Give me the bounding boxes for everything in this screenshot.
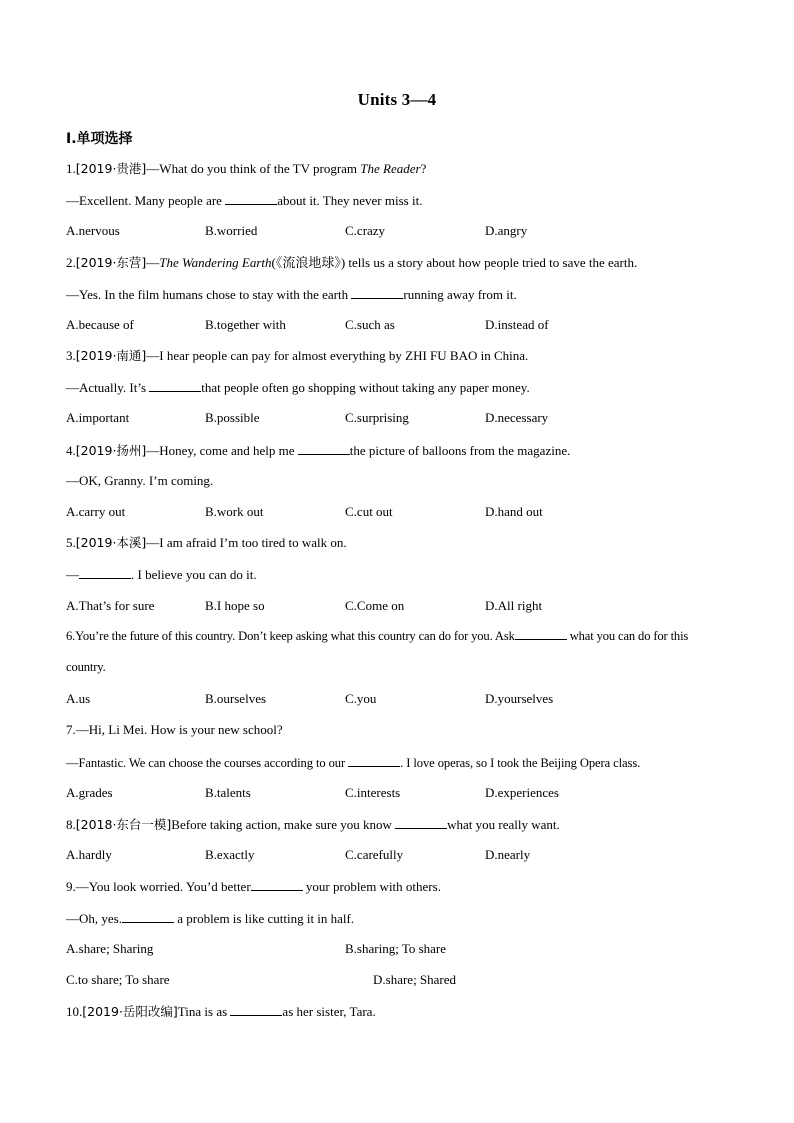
question-4-stem: 4.[2019·扬州]—Honey, come and help me the picture of balloons from the magazine. [66, 443, 571, 458]
answer-blank[interactable] [149, 379, 201, 392]
question-10-stem: 10.[2019·岳阳改编]Tina is as as her sister, Tara. [66, 1004, 376, 1019]
source-tag: [2018·东台一模] [75, 817, 172, 832]
question-5-answer-line: — . I believe you can do it. [66, 567, 257, 582]
option-d[interactable]: D.hand out [485, 504, 543, 519]
answer-blank[interactable] [251, 878, 303, 891]
option-a[interactable]: A.because of [66, 317, 134, 332]
option-a[interactable]: A.grades [66, 785, 113, 800]
option-b[interactable]: B.talents [205, 785, 251, 800]
option-b[interactable]: B.sharing; To share [345, 941, 447, 956]
answer-blank[interactable] [230, 1003, 282, 1016]
question-8-stem: 8.[2018·东台一模]Before taking action, make sure you know what you really want. [66, 817, 560, 832]
answer-blank[interactable] [225, 192, 277, 205]
option-c[interactable]: C.interests [345, 785, 401, 800]
question-3-stem: 3.[2019·南通]—I hear people can pay for almost everything by ZHI FU BAO in China. [66, 348, 529, 363]
option-b[interactable]: B.exactly [205, 847, 255, 862]
question-2-stem: 2.[2019·东营]—The Wandering Earth(《流浪地球》) tells us a story about how people tried to save the earth. [66, 255, 638, 270]
answer-blank[interactable] [79, 566, 131, 579]
question-7-stem: 7.—Hi, Li Mei. How is your new school? [66, 722, 283, 737]
source-tag: [2019·贵港] [75, 161, 147, 176]
source-tag: [2019·东营] [75, 255, 147, 270]
source-tag: [2019·扬州] [75, 443, 147, 458]
option-d[interactable]: D.yourselves [485, 691, 554, 706]
option-d[interactable]: D.instead of [485, 317, 549, 332]
option-c[interactable]: C.to share; To share [66, 972, 170, 987]
option-c[interactable]: C.cut out [345, 504, 393, 519]
option-c[interactable]: C.carefully [345, 847, 404, 862]
answer-blank[interactable] [298, 442, 350, 455]
option-a[interactable]: A.nervous [66, 223, 120, 238]
option-d[interactable]: D.nearly [485, 847, 531, 862]
source-tag: [2019·岳阳改编] [82, 1004, 178, 1019]
option-c[interactable]: C.crazy [345, 223, 386, 238]
option-b[interactable]: B.work out [205, 504, 264, 519]
question-5-stem: 5.[2019·本溪]—I am afraid I’m too tired to walk on. [66, 535, 347, 550]
option-c[interactable]: C.such as [345, 317, 395, 332]
option-b[interactable]: B.ourselves [205, 691, 267, 706]
question-3-answer-line: —Actually. It’s that people often go shopping without taking any paper money. [66, 380, 530, 395]
page-title: Units 3—4 [357, 90, 437, 109]
option-a[interactable]: A.share; Sharing [66, 941, 154, 956]
question-7-answer-line: —Fantastic. We can choose the courses according to our . I love operas, so I took the Beijing Opera class. [66, 756, 641, 770]
option-a[interactable]: A.important [66, 410, 130, 425]
option-b[interactable]: B.I hope so [205, 598, 265, 613]
question-9-stem: 9.—You look worried. You’d better your problem with others. [66, 879, 441, 894]
option-d[interactable]: D.necessary [485, 410, 549, 425]
answer-blank[interactable] [348, 754, 400, 767]
option-a[interactable]: A.hardly [66, 847, 112, 862]
answer-blank[interactable] [351, 286, 403, 299]
option-d[interactable]: D.experiences [485, 785, 559, 800]
option-c[interactable]: C.surprising [345, 410, 409, 425]
section-heading: Ⅰ.单项选择 [66, 131, 133, 147]
option-b[interactable]: B.worried [205, 223, 258, 238]
option-a[interactable]: A.That’s for sure [66, 598, 155, 613]
question-2-answer-line: —Yes. In the film humans chose to stay with the earth running away from it. [66, 287, 517, 302]
option-c[interactable]: C.Come on [345, 598, 405, 613]
option-b[interactable]: B.possible [205, 410, 260, 425]
option-d[interactable]: D.angry [485, 223, 528, 238]
question-1-answer-line: —Excellent. Many people are about it. They never miss it. [66, 193, 423, 208]
answer-blank[interactable] [122, 910, 174, 923]
option-a[interactable]: A.us [66, 691, 91, 706]
answer-blank[interactable] [395, 816, 447, 829]
option-a[interactable]: A.carry out [66, 504, 126, 519]
source-tag: [2019·南通] [75, 348, 147, 363]
option-c[interactable]: C.you [345, 691, 377, 706]
option-b[interactable]: B.together with [205, 317, 286, 332]
option-d[interactable]: D.share; Shared [373, 972, 457, 987]
question-1-stem: 1.[2019·贵港]—What do you think of the TV program The Reader? [66, 161, 427, 176]
option-d[interactable]: D.All right [485, 598, 543, 613]
question-9-answer-line: —Oh, yes. a problem is like cutting it in half. [66, 911, 355, 926]
source-tag: [2019·本溪] [75, 535, 147, 550]
question-6-stem: 6.You’re the future of this country. Don’t keep asking what this country can do for you. Ask what you can do for this country. [66, 629, 689, 674]
question-4-answer-line: —OK, Granny. I’m coming. [66, 473, 214, 488]
answer-blank[interactable] [515, 627, 567, 640]
